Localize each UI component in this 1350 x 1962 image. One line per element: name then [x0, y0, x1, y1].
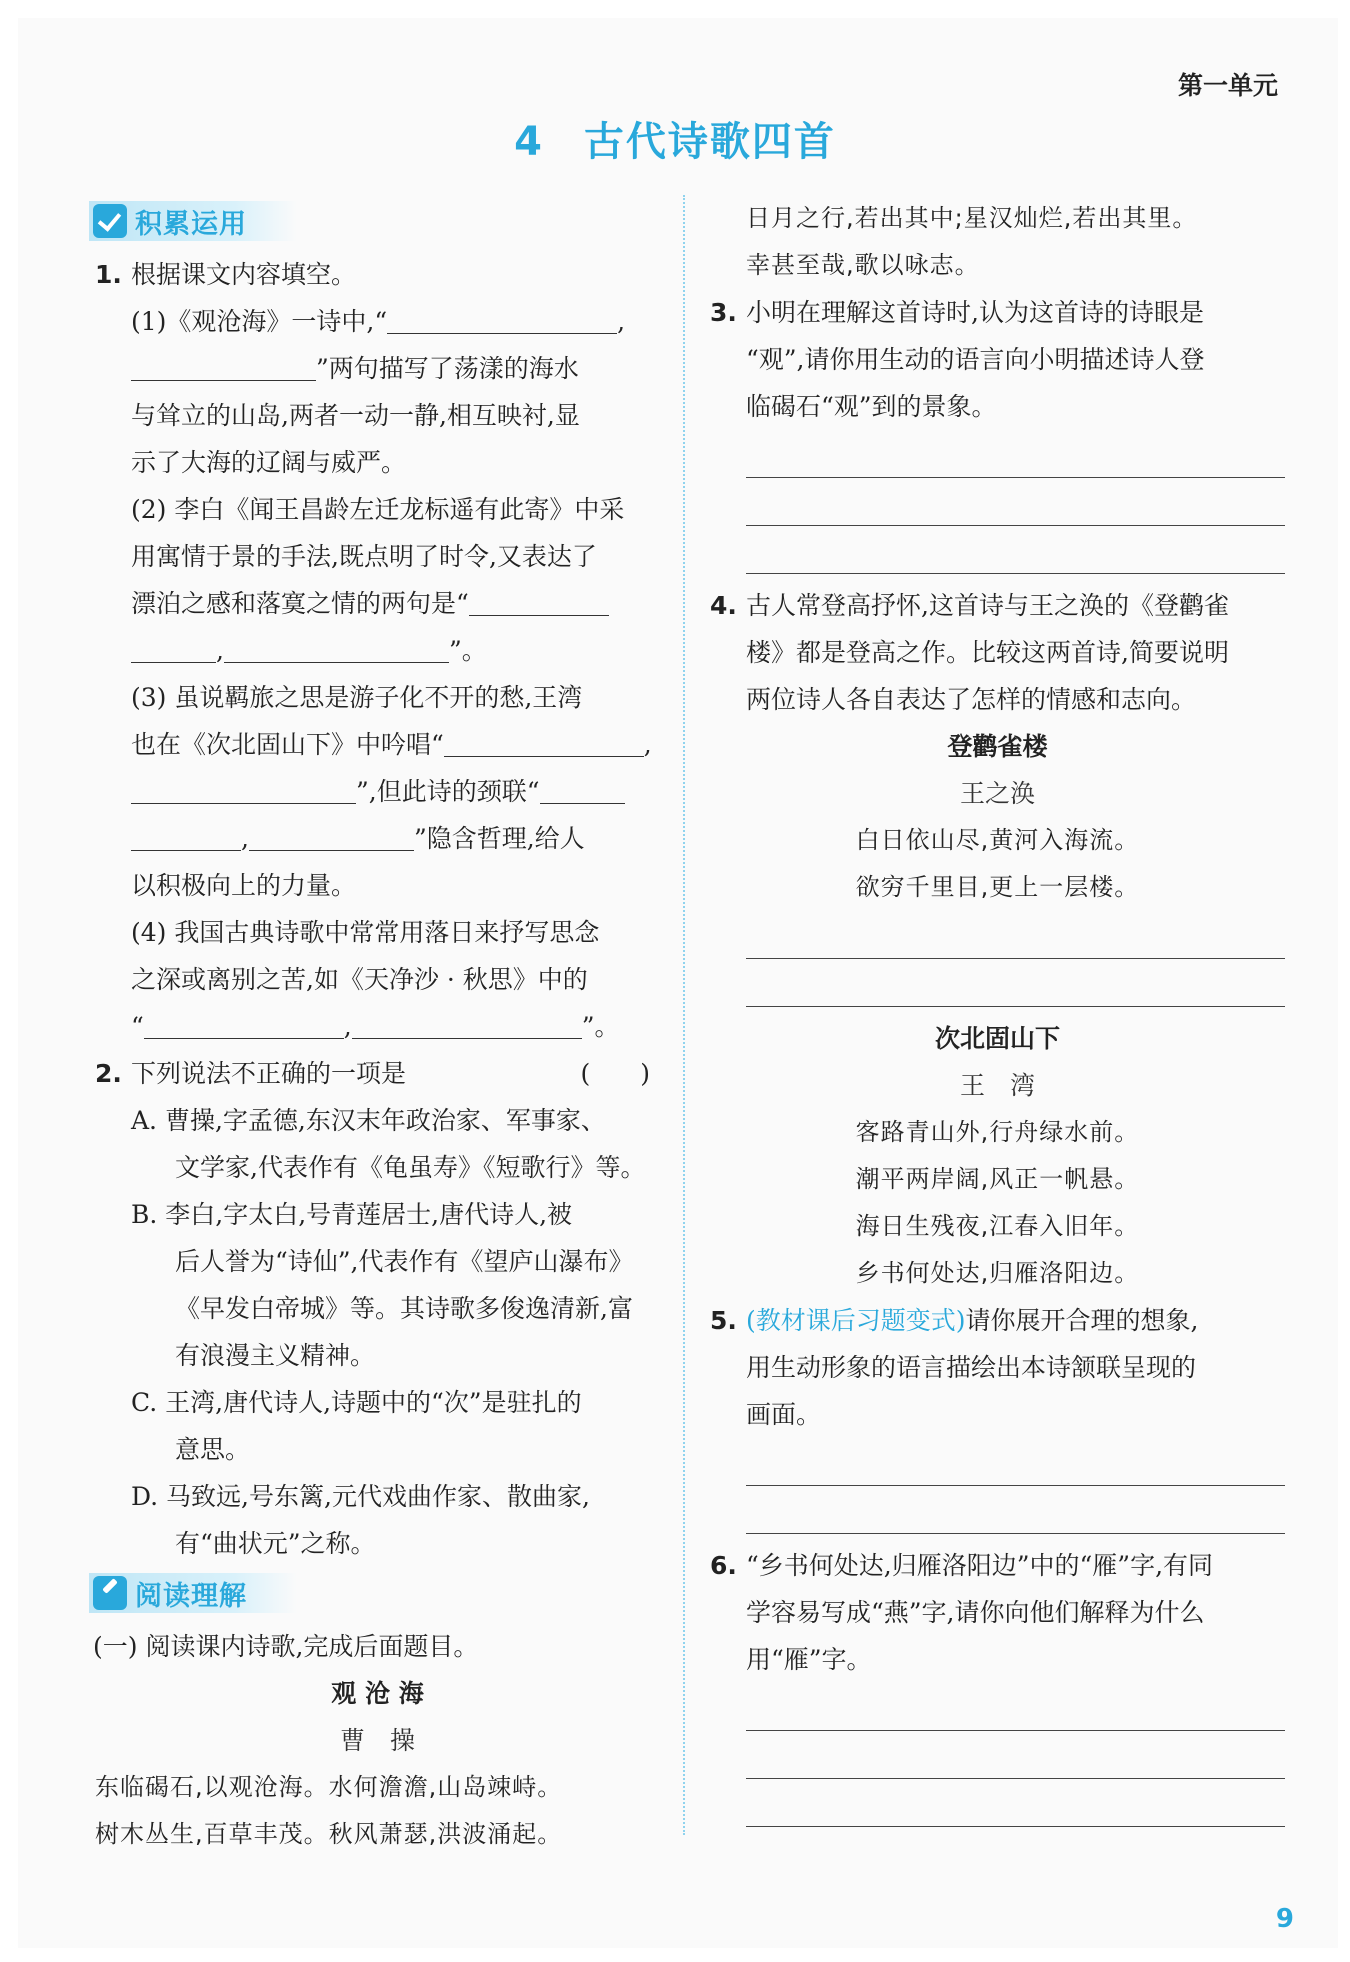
option-b[interactable]: B. 李白,字太白,号青莲居士,唐代诗人,被 — [131, 1200, 573, 1229]
section-label: 积累运用 — [135, 208, 247, 240]
poem-title: 观 沧 海 — [331, 1679, 424, 1708]
answer-line[interactable] — [746, 1486, 1285, 1534]
answer-line[interactable] — [746, 526, 1285, 574]
poem-line: 树木丛生,百草丰茂。秋风萧瑟,洪波涌起。 — [95, 1820, 563, 1848]
poem-author: 王之涣 — [959, 779, 1035, 808]
option-a[interactable]: A. 曹操,字孟德,东汉末年政治家、军事家、 — [131, 1106, 606, 1135]
fill-blank[interactable] — [387, 303, 617, 334]
question-5: 5. (教材课后习题变式)请你展开合理的想象, 用生动形象的语言描绘出本诗颔联呈现的 画面。 — [710, 1297, 1285, 1534]
poem-author: 王 湾 — [959, 1071, 1035, 1100]
poem-ci-bei-gu-shan-xia — [710, 1015, 1285, 1297]
fill-blank[interactable] — [352, 1008, 582, 1039]
question-6: 6. “乡书何处达,归雁洛阳边”中的“雁”字,有同 学容易写成“燕”字,请你向他们解释为什么 用“雁”字。 — [710, 1542, 1285, 1827]
answer-line[interactable] — [746, 959, 1285, 1007]
question-2: 2. 下列说法不正确的一项是 ( ) A. 曹操,字孟德,东汉末年政治家、军事家、 文学家,代表作有《龟虽寿》《短歌行》等。 B. 李白,字太白,号青莲居士,唐代诗人,被 后人誉为“诗仙”,代表作有《望庐山瀑布》 《早发白帝城》等。其诗歌多俊逸清新,富 有浪漫主义精神。 C. 王湾,唐代诗人,诗题中的“次”是驻扎的 意思。 D. 马致远,号东篱,元代戏曲作家、散曲家, 有“曲状元”之称。 — [95, 1050, 660, 1567]
question-number: 4. — [710, 591, 737, 620]
question-number: 2. — [95, 1059, 122, 1088]
unit-label: 第一单元 — [1177, 71, 1278, 100]
fill-blank[interactable] — [144, 1008, 344, 1039]
poem-line: 欲穷千里目,更上一层楼。 — [855, 873, 1140, 901]
fill-blank[interactable] — [469, 585, 609, 616]
fill-blank[interactable] — [224, 632, 449, 663]
answer-line[interactable] — [746, 1731, 1285, 1779]
lesson-number: 4 — [514, 119, 544, 165]
poem-line: 白日依山尽,黄河入海流。 — [855, 826, 1140, 854]
fill-blank[interactable] — [131, 350, 316, 381]
section-reading — [89, 1569, 660, 1617]
textbook-hint: (教材课后习题变式) — [746, 1306, 966, 1335]
question-number: 5. — [710, 1306, 737, 1335]
question-4: 4. 古人常登高抒怀,这首诗与王之涣的《登鹳雀 楼》都是登高之作。比较这两首诗,简要说明 两位诗人各自表达了怎样的情感和志向。 登鹳雀楼 王之涣 白日依山尽,黄河入海流。 欲穷千里目,更上一层楼。 — [710, 582, 1285, 1007]
poem-line: 海日生残夜,江春入旧年。 — [855, 1212, 1140, 1240]
column-divider — [683, 195, 685, 1835]
question-number: 6. — [710, 1551, 737, 1580]
fill-blank[interactable] — [444, 726, 644, 757]
answer-line[interactable] — [746, 478, 1285, 526]
fill-blank[interactable] — [249, 820, 414, 851]
fill-blank[interactable] — [131, 820, 241, 851]
poem-title: 登鹳雀楼 — [947, 732, 1048, 761]
question-3: 3. 小明在理解这首诗时,认为这首诗的诗眼是 “观”,请你用生动的语言向小明描述诗人登 临碣石“观”到的景象。 — [710, 289, 1285, 574]
poem-line: 幸甚至哉,歌以咏志。 — [746, 251, 980, 279]
poem-line: 乡书何处达,归雁洛阳边。 — [855, 1259, 1140, 1287]
lesson-title-text: 古代诗歌四首 — [583, 119, 836, 165]
fill-blank[interactable] — [131, 773, 356, 804]
page-number: 9 — [1275, 1904, 1294, 1934]
fill-blank[interactable] — [131, 632, 216, 663]
question-1: 1. 根据课文内容填空。 (1)《观沧海》一诗中,“ , ”两句描写了荡漾的海水 与耸立的山岛,两者一动一静,相互映衬,显 示了大海的辽阔与威严。 (2) 李白《闻王昌龄左迁龙标遥有此寄》中采 用寓情于景的手法,既点明了时令,又表达了 漂泊之感和落寞之情的两句是“ , ”。 (3) 虽说羁旅之思是游子化不开的愁,王湾 也在《次北固山下》中吟唱“ , ”,但此诗的颈联“ , ”隐含哲理,给人 以积极向上的力量。 (4) 我国古典诗歌中常常用落日来抒写思念 之深或离别之苦,如《天净沙 · 秋思》中的 “ , ”。 — [95, 251, 660, 1050]
answer-line[interactable] — [746, 1683, 1285, 1731]
fill-blank[interactable] — [540, 773, 625, 804]
answer-line[interactable] — [746, 911, 1285, 959]
option-d[interactable]: D. 马致远,号东篱,元代戏曲作家、散曲家, — [131, 1482, 590, 1511]
question-number: 1. — [95, 260, 122, 289]
answer-line[interactable] — [746, 1438, 1285, 1486]
poem-author: 曹 操 — [339, 1726, 415, 1755]
option-c[interactable]: C. 王湾,唐代诗人,诗题中的“次”是驻扎的 — [131, 1388, 582, 1417]
poem-line: 潮平两岸阔,风正一帆悬。 — [855, 1165, 1140, 1193]
poem-line: 东临碣石,以观沧海。水何澹澹,山岛竦峙。 — [95, 1773, 563, 1801]
left-column — [95, 195, 660, 1858]
lesson-title — [0, 110, 1350, 167]
poem-line: 客路青山外,行舟绿水前。 — [855, 1118, 1140, 1146]
reading-passage-1: (一) 阅读课内诗歌,完成后面题目。 观 沧 海 曹 操 东临碣石,以观沧海。水何澹澹,山岛竦峙。 树木丛生,百草丰茂。秋风萧瑟,洪波涌起。 — [95, 1623, 660, 1858]
answer-line[interactable] — [746, 430, 1285, 478]
answer-parentheses[interactable]: ( ) — [580, 1059, 650, 1088]
poem-line: 日月之行,若出其中;星汉灿烂,若出其里。 — [746, 204, 1198, 232]
poem-title: 次北固山下 — [934, 1024, 1060, 1053]
section-label: 阅读理解 — [135, 1580, 247, 1612]
checkbox-icon — [93, 204, 127, 238]
right-column — [710, 195, 1285, 1827]
answer-line[interactable] — [746, 1779, 1285, 1827]
pen-icon — [93, 1576, 127, 1610]
section-accumulate — [89, 197, 660, 245]
question-number: 3. — [710, 298, 737, 327]
